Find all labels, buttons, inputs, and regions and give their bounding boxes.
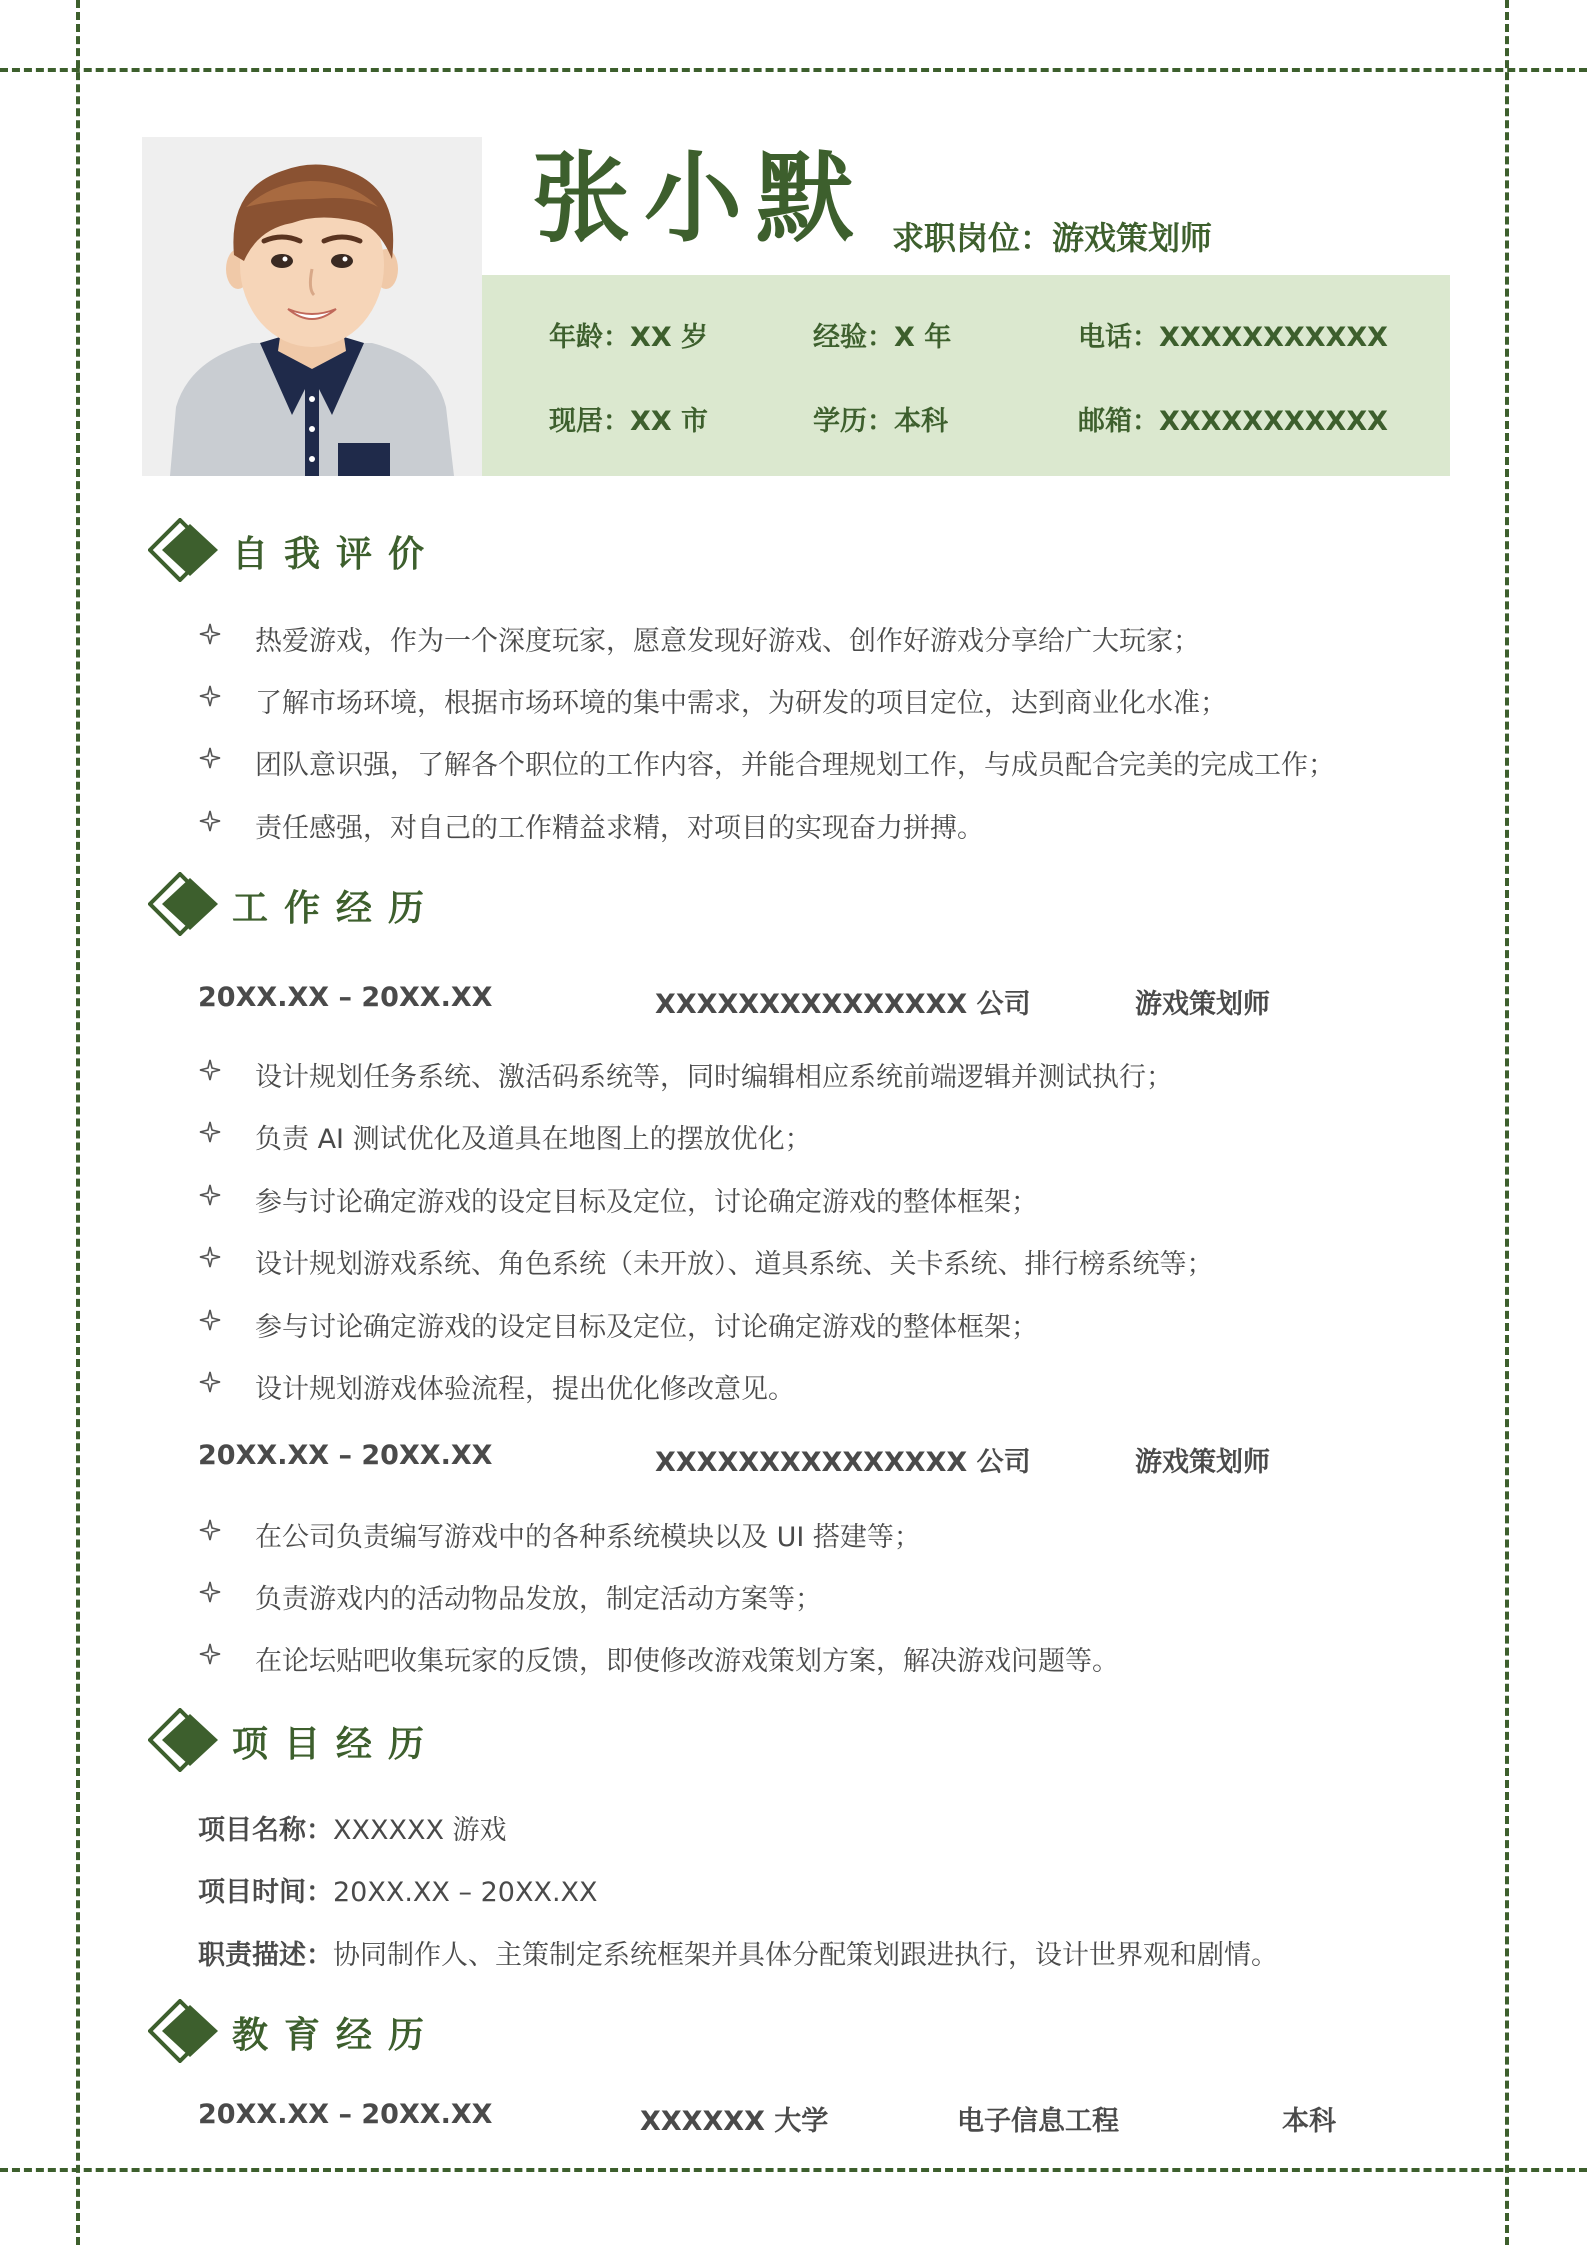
education-major: 电子信息工程 xyxy=(957,2106,1119,2137)
sparkle-bullet-icon xyxy=(198,681,222,711)
job-company: XXXXXXXXXXXXXXX 公司 xyxy=(655,1447,1031,1478)
candidate-name: 张小默 xyxy=(532,142,869,256)
bottom-dashed-border xyxy=(0,2168,1587,2172)
job-objective: 求职岗位：游戏策划师 xyxy=(892,219,1213,257)
sparkle-bullet-icon xyxy=(198,1180,222,1210)
job-role: 游戏策划师 xyxy=(1135,1447,1270,1478)
sparkle-bullet-icon xyxy=(198,1577,222,1607)
project-time-row xyxy=(198,1870,598,1909)
project-name-row xyxy=(198,1808,507,1847)
diamond-icon xyxy=(148,1708,224,1772)
info-experience: 经验：X 年 xyxy=(813,322,952,353)
top-dashed-border xyxy=(0,68,1587,72)
education-school: XXXXXX 大学 xyxy=(640,2106,829,2137)
sparkle-bullet-icon xyxy=(198,743,222,773)
sparkle-bullet-icon xyxy=(198,1117,222,1147)
section-title: 自我评价 xyxy=(232,534,441,575)
sparkle-bullet-icon xyxy=(198,619,222,649)
project-name-value: XXXXXX 游戏 xyxy=(333,1815,507,1846)
job-period: 20XX.XX – 20XX.XX xyxy=(198,1440,493,1471)
sparkle-bullet-icon xyxy=(198,1367,222,1397)
job-period: 20XX.XX – 20XX.XX xyxy=(198,982,493,1013)
project-desc-value: 协同制作人、主策制定系统框架并具体分配策划跟进执行，设计世界观和剧情。 xyxy=(333,1940,1278,1971)
info-phone: 电话：XXXXXXXXXXX xyxy=(1078,322,1388,353)
info-residence: 现居：XX 市 xyxy=(549,406,709,437)
diamond-icon xyxy=(148,1999,224,2063)
project-time-value: 20XX.XX – 20XX.XX xyxy=(333,1877,598,1908)
sparkle-bullet-icon xyxy=(198,1639,222,1669)
section-title: 项目经历 xyxy=(232,1724,441,1765)
job-company: XXXXXXXXXXXXXXX 公司 xyxy=(655,989,1031,1020)
section-title: 教育经历 xyxy=(232,2015,441,2056)
education-period: 20XX.XX – 20XX.XX xyxy=(198,2099,493,2130)
info-age: 年龄：XX 岁 xyxy=(549,322,709,353)
right-dashed-border xyxy=(1505,0,1509,2245)
project-desc-row xyxy=(198,1933,1278,1972)
sparkle-bullet-icon xyxy=(198,1055,222,1085)
education-degree: 本科 xyxy=(1282,2106,1336,2137)
left-dashed-border xyxy=(76,0,80,2245)
info-email: 邮箱：XXXXXXXXXXX xyxy=(1078,406,1388,437)
sparkle-bullet-icon xyxy=(198,806,222,836)
sparkle-bullet-icon xyxy=(198,1242,222,1272)
diamond-icon xyxy=(148,872,224,936)
avatar-photo xyxy=(142,137,482,476)
job-role: 游戏策划师 xyxy=(1135,989,1270,1020)
section-title: 工作经历 xyxy=(232,888,441,929)
diamond-icon xyxy=(148,518,224,582)
avatar-illustration xyxy=(142,137,482,476)
info-education: 学历：本科 xyxy=(813,406,948,437)
sparkle-bullet-icon xyxy=(198,1515,222,1545)
project-name-label: 项目名称： xyxy=(198,1815,333,1846)
personal-info-band xyxy=(482,275,1450,476)
project-desc-label: 职责描述： xyxy=(198,1940,333,1971)
project-time-label: 项目时间： xyxy=(198,1877,333,1908)
sparkle-bullet-icon xyxy=(198,1305,222,1335)
